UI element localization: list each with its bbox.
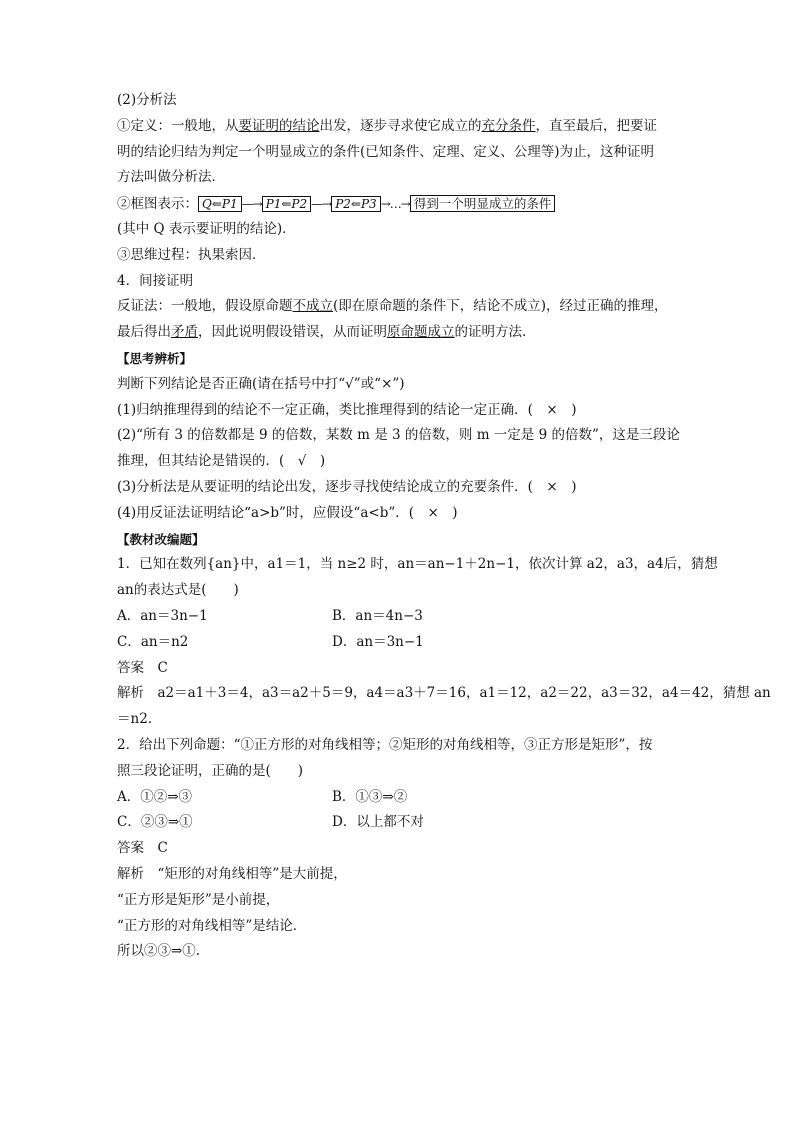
- frame-box-2: P1⇐P2: [262, 196, 311, 212]
- underlined-term: 不成立: [292, 298, 333, 315]
- problem2-line2: 照三段论证明，正确的是( ): [117, 762, 304, 779]
- problem1-options-cd: [117, 630, 687, 656]
- option-d: D．以上都不对: [332, 814, 424, 831]
- option-c: C．an＝n2: [117, 633, 189, 650]
- arrow-icon: —→: [311, 197, 332, 212]
- option-b: B．①③⇒②: [332, 788, 408, 805]
- option-d: D．an＝3n−1: [332, 633, 424, 650]
- problem1-solution-line2: ＝n2.: [117, 711, 153, 728]
- section-title-indirect: 4．间接证明: [117, 272, 194, 289]
- think-header: 【思考辨析】: [117, 350, 193, 366]
- problem1-line2: an的表达式是( ): [117, 582, 239, 599]
- problem1-line1: 1．已知在数列{an}中，a1＝1，当 n≥2 时，an＝an−1＋2n−1，依次计算 a2，a3，a4后，猜想: [117, 556, 718, 573]
- option-b: B．an＝4n−3: [332, 607, 423, 624]
- thinking-process: ③思维过程：执果索因．: [117, 246, 266, 263]
- indirect-text: 最后得出: [117, 324, 171, 341]
- problem1-answer: 答案 C: [117, 659, 168, 676]
- underlined-term: 原命题成立: [387, 324, 455, 341]
- think-q3: (3)分析法是从要证明的结论出发，逐步寻找使结论成立的充要条件．( × ): [117, 478, 577, 495]
- indirect-text: ，因此说明假设错误，从而证明: [198, 324, 387, 341]
- textbook-header: 【教材改编题】: [117, 531, 205, 547]
- problem2-solution-2: “正方形是矩形”是小前提，: [117, 891, 280, 908]
- problem1-options-ab: [117, 604, 687, 630]
- frame-note: (其中 Q 表示要证明的结论)．: [117, 220, 296, 237]
- indirect-text: (即在原命题的条件下，结论不成立)，经过正确的推理，: [333, 298, 668, 315]
- definition-line-1: [117, 114, 687, 140]
- problem2-solution-3: “正方形的对角线相等”是结论．: [117, 917, 307, 934]
- frame-box-3: P2⇐P3: [331, 196, 380, 212]
- frame-diagram: [117, 191, 687, 217]
- indirect-text: 的证明方法．: [454, 324, 536, 341]
- problem2-answer: 答案 C: [117, 840, 168, 857]
- underlined-term: 要证明的结论: [238, 117, 320, 134]
- underlined-term: 矛盾: [171, 324, 198, 341]
- option-c: C．②③⇒①: [117, 814, 193, 831]
- problem1-solution-line1: 解析 a2＝a1＋3＝4，a3＝a2＋5＝9，a4＝a3＋7＝16，a1＝12，a2＝22，a3＝32，a4＝42，猜想 an: [117, 685, 771, 702]
- think-q4: (4)用反证法证明结论“a>b”时，应假设“a<b”．( × ): [117, 504, 458, 521]
- problem2-options-cd: [117, 810, 687, 836]
- frame-box-1: Q⇐P1: [198, 196, 242, 212]
- section-title-analysis: (2)分析法: [117, 92, 177, 108]
- think-q2-line1: (2)“所有 3 的倍数都是 9 的倍数，某数 m 是 3 的倍数，则 m 一定是 9 的倍数”，这是三段论: [117, 427, 680, 444]
- frame-label: ②框图表示：: [117, 196, 198, 213]
- definition-line-3: 方法叫做分析法．: [117, 169, 225, 186]
- frame-box-final: 得到一个明显成立的条件: [410, 195, 556, 212]
- arrow-dots: →…→: [380, 197, 410, 212]
- indirect-line-2: [117, 320, 687, 346]
- option-a: A．an＝3n−1: [117, 607, 208, 624]
- definition-text: ，直至最后，把要证: [535, 117, 657, 134]
- indirect-text: 反证法：一般地，假设原命题: [117, 298, 293, 315]
- option-a: A．①②⇒③: [117, 788, 193, 805]
- definition-text: ①定义：一般地，从: [117, 117, 239, 134]
- document-page: [117, 88, 771, 965]
- problem2-options-ab: [117, 785, 687, 811]
- problem2-line1: 2．给出下列命题：“①正方形的对角线相等；②矩形的对角线相等，③正方形是矩形”，按: [117, 736, 653, 753]
- indirect-line-1: [117, 294, 687, 320]
- think-q2-line2: 推理，但其结论是错误的．( √ ): [117, 453, 326, 470]
- underlined-term: 充分条件: [481, 117, 536, 134]
- definition-line-2: 明的结论归结为判定一个明显成立的条件(已知条件、定理、定义、公理等)为止，这种证明: [117, 143, 655, 160]
- definition-text: 出发，逐步寻求使它成立的: [319, 117, 482, 134]
- problem2-solution-4: 所以②③⇒①.: [117, 943, 201, 960]
- think-q1: (1)归纳推理得到的结论不一定正确，类比推理得到的结论一定正确．( × ): [117, 401, 577, 418]
- problem2-solution-1: 解析 “矩形的对角线相等”是大前提，: [117, 865, 347, 882]
- think-intro: 判断下列结论是否正确(请在括号中打“√”或“×”): [117, 375, 405, 392]
- arrow-icon: —→: [241, 197, 262, 212]
